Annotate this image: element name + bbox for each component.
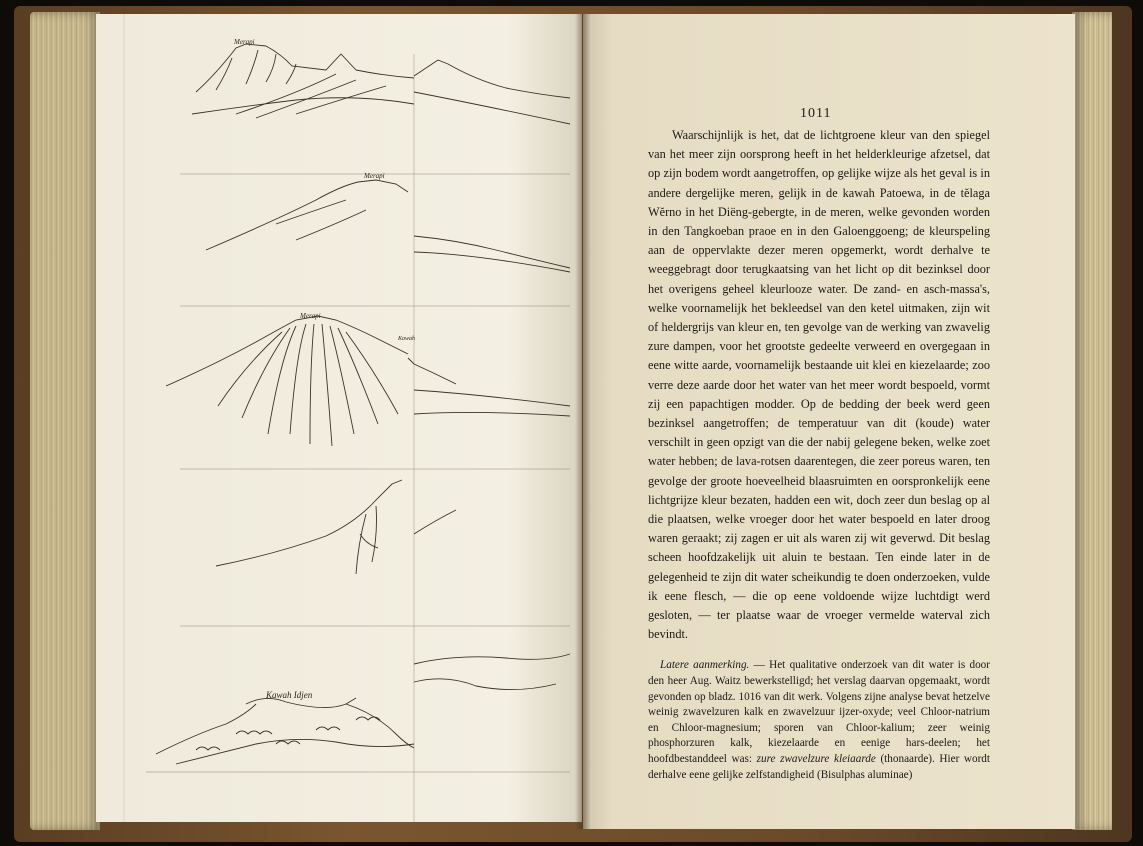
sketch3-right-label: Kawah (398, 336, 416, 342)
footnote (648, 658, 990, 783)
page-edges-left (30, 12, 100, 830)
note-text: — Het qualitative onderzoek van dit water is door den heer Aug. Waitz bewerkstelligd; het verslag daarvan opgemaakt, wordt gevonden op bladz. 1016 van dit werk. Volgens zijne analyse bevat hetzelve weinig zwavelzuren kalk en zwavelzuur ijzer-oxyde; veel Chloor-natrium en Chloor-magnesium; sporen van Chloor-kalium; zeer weinig phosphorzuren kalk, kiezelaarde en eenige hars-deelen; het hoofdbestanddeel was: (648, 659, 990, 766)
sketch5-label: Kawah Idjen (266, 690, 313, 700)
note-tail: (thonaarde). Hier wordt derhalve eene gelijke zelfstandigheid (Bisulphas aluminae) (648, 753, 990, 781)
sketch3-label: Merapi (300, 312, 321, 320)
page-edges-right (1072, 12, 1112, 830)
page-number: 1011 (800, 106, 832, 121)
note-emphasis: zure zwavelzure kleiaarde (756, 753, 876, 766)
book-gutter (575, 14, 591, 829)
note-label: Latere aanmerking. (660, 659, 750, 672)
page-text (648, 126, 990, 783)
sketch1-label: Merapi (234, 38, 255, 46)
volcano-sketch-plate (96, 14, 582, 822)
main-paragraph: Waarschijnlijk is het, dat de lichtgroene kleur van den spiegel van het meer zijn oorsprong heeft in het helderkleurige afzetsel, dat op zijn bodem wordt aangetroffen, op gelijke wijze als het geval is in andere dergelijke meren, gelijk in de kawah Patoewa, in de tĕlaga Wĕrno in het Diëng-gebergte, in de meren, welke gevonden worden in den Tangkoeban praoe en in den Galoenggoeng; de kleurspeling aan de oppervlakte dezer meren opgemerkt, wordt derhalve te weeggebragt door terugkaatsing van het licht op dit bezinksel door het overigens geheel kleurlooze water. De zand- en asch-massa's, welke voornamelijk het bekleedsel van den ketel uitmaken, zijn wit of heldergrijs van kleur en, ten gevolge van de werking van zwavelig zure dampen, voor het grootste gedeelte verweerd en overgegaan in eene witte aarde, voornamelijk bestaande uit klei en kiezelaarde; zoo verre deze aarde door het water van het meer wordt bespoeld, vormt zij een papachtigen modder. Op de bedding der beek werd geen bezinksel aangetroffen; de temperatuur van dit (koude) water verschilt in geen opzigt van die der nabij gelegene beken, welke zoet water hebben; de lava-rotsen daarentegen, die zeer poreus waren, ten gevolge der groote hoeveelheid blaasruimten en oorspronkelijk eene lichtgrijze kleur bezaten, hadden een wit, doch zeer dun beslag op al die plaatsen, welke vroeger door het water bespoeld en later droog waren geraakt; zij zagen er uit als waren zij wit geverwd. Dit beslag scheen hoofdzakelijk uit aluin te bestaan. Ten einde later in de gelegenheid te zijn dit water scheikundig te doen onderzoeken, vulde ik eene flesch, — die op eene voldoende wijze luchtdigt werd gesloten, — ter plaatse waar de vroeger vermelde waterval zich bevindt. (648, 128, 990, 642)
sketch2-label: Merapi (364, 172, 385, 180)
